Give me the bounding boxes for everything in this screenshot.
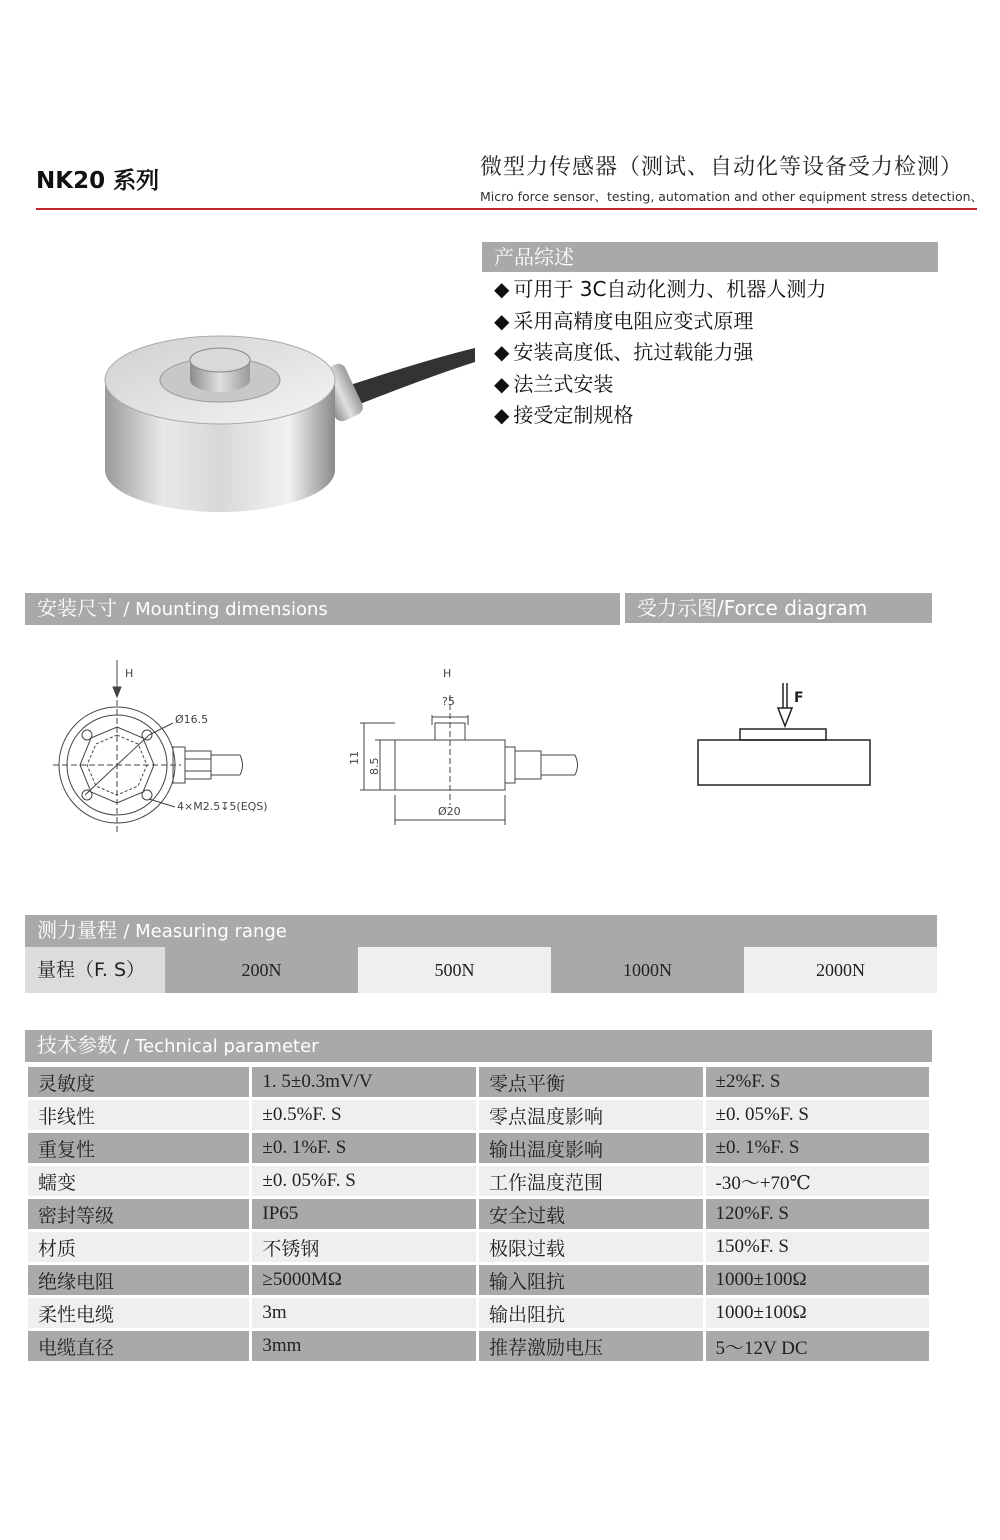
- h-label-top: H: [125, 667, 134, 680]
- param-name: 非线性: [28, 1100, 249, 1130]
- param-name: 重复性: [28, 1133, 249, 1163]
- param-value: 5～12V DC: [706, 1331, 929, 1361]
- force-heading-bar: [625, 593, 932, 623]
- tech-parameter-table: [25, 1064, 932, 1364]
- force-diagram: [690, 680, 880, 795]
- table-row: [28, 1298, 929, 1328]
- range-row: [25, 947, 937, 993]
- tech-heading-bar: 技术参数 / Technical parameter: [25, 1030, 932, 1062]
- param-name: 输出温度影响: [479, 1133, 703, 1163]
- h-label-side: H: [443, 667, 452, 680]
- param-value: ≥5000MΩ: [252, 1265, 476, 1295]
- pcd-dimension: Ø16.5: [175, 713, 209, 726]
- feature-item: ◆ 可用于 3C自动化测力、机器人测力: [494, 274, 826, 306]
- param-value: 1000±100Ω: [706, 1265, 929, 1295]
- param-value: 120%F. S: [706, 1199, 929, 1229]
- param-value: ±0. 05%F. S: [252, 1166, 476, 1196]
- param-name: 绝缘电阻: [28, 1265, 249, 1295]
- param-name: 推荐激励电压: [479, 1331, 703, 1361]
- feature-item: ◆ 法兰式安装: [494, 369, 826, 401]
- param-name: 极限过载: [479, 1232, 703, 1262]
- tech-heading-cn: 技术参数: [37, 1033, 117, 1057]
- param-value: ±0. 1%F. S: [252, 1133, 476, 1163]
- mounting-heading-bar: 安装尺寸 / Mounting dimensions: [25, 593, 620, 625]
- mounting-heading-cn: 安装尺寸: [37, 596, 117, 620]
- param-value: 1000±100Ω: [706, 1298, 929, 1328]
- param-value: 150%F. S: [706, 1232, 929, 1262]
- param-name: 零点温度影响: [479, 1100, 703, 1130]
- mounting-top-view-drawing: [45, 655, 295, 845]
- table-row: [28, 1100, 929, 1130]
- feature-item: ◆ 接受定制规格: [494, 400, 826, 432]
- range-value: 200N: [165, 947, 358, 993]
- param-value: 3m: [252, 1298, 476, 1328]
- table-row: [28, 1232, 929, 1262]
- param-name: 安全过载: [479, 1199, 703, 1229]
- range-label: 量程（F. S）: [25, 947, 165, 993]
- range-value: 500N: [358, 947, 551, 993]
- header-divider: [36, 208, 977, 210]
- mounting-heading-en: Mounting dimensions: [135, 599, 328, 620]
- tech-heading-en: Technical parameter: [135, 1036, 319, 1057]
- param-name: 输出阻抗: [479, 1298, 703, 1328]
- range-heading-en: Measuring range: [135, 921, 287, 942]
- range-value: 2000N: [744, 947, 937, 993]
- range-value: 1000N: [551, 947, 744, 993]
- param-name: 密封等级: [28, 1199, 249, 1229]
- mounting-side-view-drawing: [340, 655, 590, 845]
- param-value: 1. 5±0.3mV/V: [252, 1067, 476, 1097]
- table-row: [28, 1199, 929, 1229]
- table-row: [28, 1166, 929, 1196]
- param-name: 柔性电缆: [28, 1298, 249, 1328]
- param-name: 灵敏度: [28, 1067, 249, 1097]
- product-title-cn: 微型力传感器（测试、自动化等设备受力检测）: [480, 155, 964, 180]
- param-name: 蠕变: [28, 1166, 249, 1196]
- param-value: IP65: [252, 1199, 476, 1229]
- top-diameter-dimension: ?5: [442, 695, 455, 708]
- holes-dimension: 4×M2.5↧5(EQS): [177, 800, 268, 813]
- range-heading-cn: 测力量程: [37, 918, 117, 942]
- force-label: F: [794, 690, 804, 706]
- param-value: 3mm: [252, 1331, 476, 1361]
- table-row: [28, 1133, 929, 1163]
- param-name: 工作温度范围: [479, 1166, 703, 1196]
- feature-item: ◆ 采用高精度电阻应变式原理: [494, 306, 826, 338]
- param-name: 输入阻抗: [479, 1265, 703, 1295]
- param-name: 材质: [28, 1232, 249, 1262]
- param-value: -30～+70℃: [706, 1166, 929, 1196]
- total-height-dimension: 11: [348, 751, 361, 765]
- feature-item: ◆ 安装高度低、抗过载能力强: [494, 337, 826, 369]
- body-diameter-dimension: Ø20: [438, 805, 461, 818]
- product-title-en: Micro force sensor、testing, automation and other equipment stress detection、: [480, 189, 984, 204]
- body-height-dimension: 8.5: [368, 757, 381, 775]
- param-value: 不锈钢: [252, 1232, 476, 1262]
- overview-heading: 产品综述: [494, 245, 574, 269]
- product-photo: [95, 330, 485, 520]
- param-value: ±2%F. S: [706, 1067, 929, 1097]
- param-name: 电缆直径: [28, 1331, 249, 1361]
- force-heading: 受力示图/Force diagram: [637, 596, 868, 620]
- param-name: 零点平衡: [479, 1067, 703, 1097]
- series-title: NK20 系列: [36, 168, 160, 194]
- param-value: ±0. 1%F. S: [706, 1133, 929, 1163]
- range-heading-bar: 测力量程 / Measuring range: [25, 915, 937, 947]
- feature-list: [494, 274, 826, 432]
- overview-heading-bar: [482, 242, 938, 272]
- table-row: [28, 1067, 929, 1097]
- param-value: ±0.5%F. S: [252, 1100, 476, 1130]
- table-row: [28, 1265, 929, 1295]
- param-value: ±0. 05%F. S: [706, 1100, 929, 1130]
- table-row: [28, 1331, 929, 1361]
